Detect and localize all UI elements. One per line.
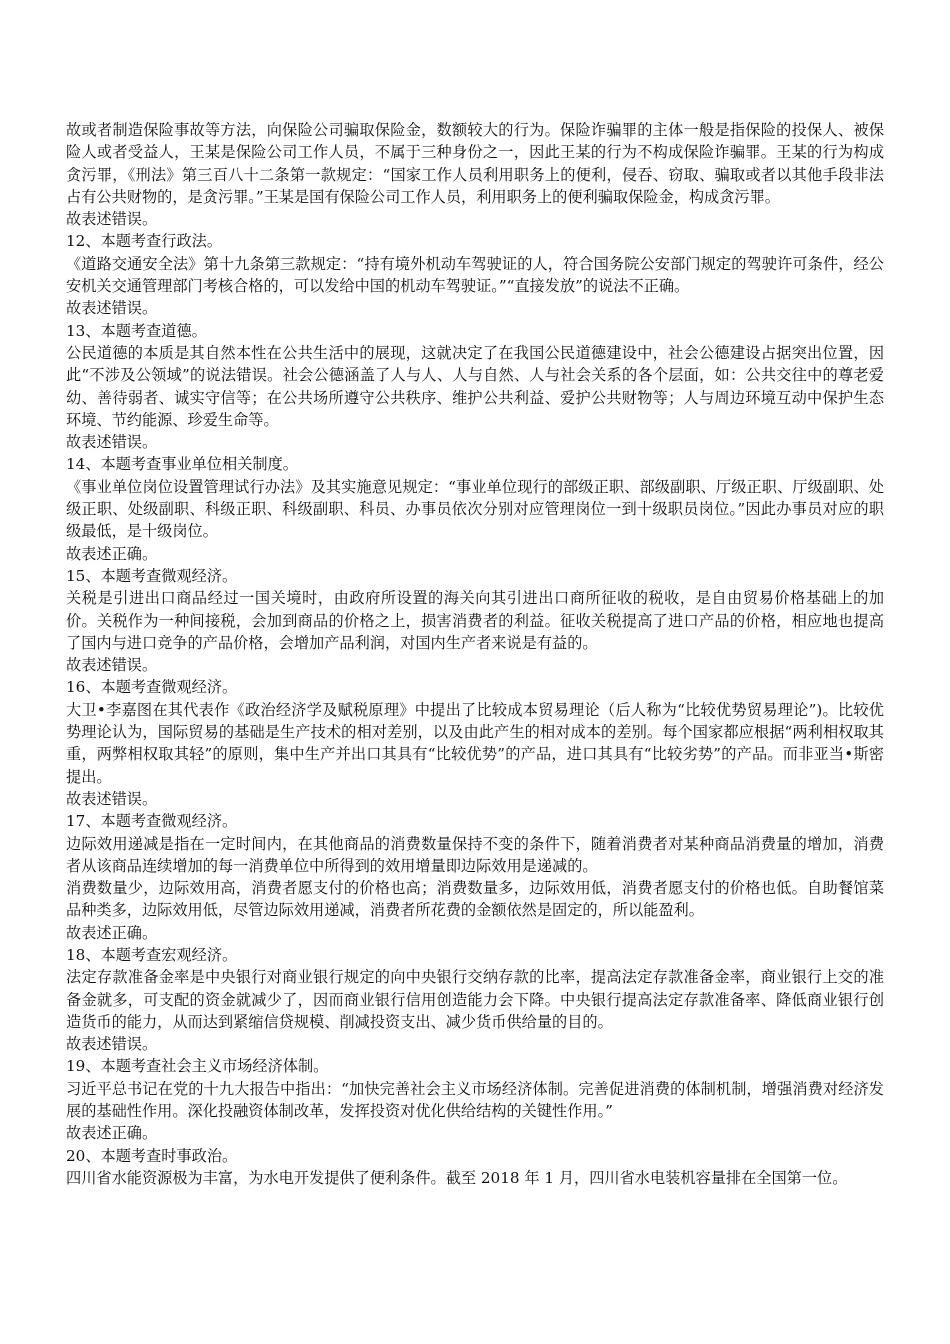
paragraph: 故或者制造保险事故等方法，向保险公司骗取保险金，数额较大的行为。保险诈骗罪的主体一般是指保险的投保人、被保险人或者受益人，王某是保险公司工作人员，不属于三种身份之一，因此王某的行为不构成保险诈骗罪。王某的行为构成贪污罪，《刑法》第三百八十二条第一款规定：“国家工作人员利用职务上的便利，侵吞、窃取、骗取或者以其他手段非法占有公共财物的，是贪污罪。”王某是国有保险公司工作人员，利用职务上的便利骗取保险金，构成贪污罪。 bbox=[66, 121, 884, 206]
answer-section-13 bbox=[66, 320, 884, 454]
paragraph: 公民道德的本质是其自然本性在公共生活中的展现，这就决定了在我国公民道德建设中，社会公德建设占据突出位置，因此“不涉及公领域”的说法错误。社会公德涵盖了人与人、人与自然、人与社会关系的各个层面，如：公共交往中的尊老爱幼、善待弱者、诚实守信等；在公共场所遵守公共秩序、维护公共利益、爱护公共财物等；人与周边环境互动中保护生态环境、节约能源、珍爱生命等。 bbox=[66, 343, 884, 429]
paragraph: 习近平总书记在党的十九大报告中指出：“加快完善社会主义市场经济体制。完善促进消费的体制机制，增强消费对经济发展的基础性作用。深化投融资体制改革，发挥投资对优化供给结构的关键性作用。” bbox=[66, 1079, 884, 1121]
conclusion: 故表述正确。 bbox=[66, 923, 158, 942]
paragraph: 《事业单位岗位设置管理试行办法》及其实施意见规定：“事业单位现行的部级正职、部级副职、厅级正职、厅级副职、处级正职、处级副职、科级正职、科级副职、科员、办事员依次分别对应管理岗位一到十级职员岗位。”因此办事员对应的职级最低，是十级岗位。 bbox=[66, 477, 884, 541]
conclusion: 故表述正确。 bbox=[66, 544, 158, 563]
answer-section-14 bbox=[66, 453, 884, 564]
section-heading: 12、本题考查行政法。 bbox=[66, 232, 223, 251]
paragraph: 四川省水能资源极为丰富，为水电开发提供了便利条件。截至 2018 年 1 月，四川省水电装机容量排在全国第一位。 bbox=[66, 1168, 848, 1187]
intro-section bbox=[66, 119, 884, 230]
conclusion: 故表述正确。 bbox=[66, 1124, 158, 1143]
conclusion: 故表述错误。 bbox=[66, 433, 158, 452]
section-heading: 19、本题考查社会主义市场经济体制。 bbox=[66, 1057, 329, 1076]
section-heading: 13、本题考查道德。 bbox=[66, 321, 207, 340]
answer-section-15 bbox=[66, 565, 884, 676]
section-heading: 14、本题考查事业单位相关制度。 bbox=[66, 455, 298, 474]
paragraph: 法定存款准备金率是中央银行对商业银行规定的向中央银行交纳存款的比率，提高法定存款准备金率，商业银行上交的准备金就多，可支配的资金就减少了，因而商业银行信用创造能力会下降。中央银行提高法定存款准备率、降低商业银行创造货币的能力，从而达到紧缩信贷规模、削减投资支出、减少货币供给量的目的。 bbox=[66, 968, 884, 1031]
section-heading: 20、本题考查时事政治。 bbox=[66, 1146, 238, 1165]
conclusion: 故表述错误。 bbox=[66, 789, 158, 808]
conclusion: 故表述错误。 bbox=[66, 210, 158, 229]
paragraph: 《道路交通安全法》第十九条第三款规定：“持有境外机动车驾驶证的人，符合国务院公安部门规定的驾驶许可条件，经公安机关交通管理部门考核合格的，可以发给中国的机动车驾驶证。”“直接发放”的说法不正确。 bbox=[66, 254, 884, 296]
answer-section-12 bbox=[66, 230, 884, 319]
answer-section-16 bbox=[66, 676, 884, 810]
conclusion: 故表述错误。 bbox=[66, 656, 158, 675]
section-heading: 16、本题考查微观经济。 bbox=[66, 678, 238, 697]
answer-section-19 bbox=[66, 1055, 884, 1144]
conclusion: 故表述错误。 bbox=[66, 1035, 158, 1054]
section-heading: 15、本题考查微观经济。 bbox=[66, 566, 238, 585]
section-heading: 18、本题考查宏观经济。 bbox=[66, 945, 238, 964]
section-heading: 17、本题考查微观经济。 bbox=[66, 812, 238, 831]
paragraph: 边际效用递减是指在一定时间内，在其他商品的消费数量保持不变的条件下，随着消费者对某种商品消费量的增加，消费者从该商品连续增加的每一消费单位中所得到的效用增量即边际效用是递减的。 bbox=[66, 834, 884, 875]
paragraph: 关税是引进出口商品经过一国关境时，由政府所设置的海关向其引进出口商所征收的税收，是自由贸易价格基础上的加价。关税作为一种间接税，会加到商品的价格之上，损害消费者的利益。征收关税提高了进口产品的价格，相应地也提高了国内与进口竞争的产品价格，会增加产品利润，对国内生产者来说是有益的。 bbox=[66, 589, 884, 652]
answer-section-20 bbox=[66, 1145, 884, 1190]
document-page bbox=[66, 119, 884, 1189]
paragraph: 消费数量少，边际效用高，消费者愿支付的价格也高；消费数量多，边际效用低，消费者愿支付的价格也低。自助餐馆菜品种类多，边际效用低，尽管边际效用递减，消费者所花费的金额依然是固定的，所以能盈利。 bbox=[66, 879, 884, 920]
answer-section-17 bbox=[66, 810, 884, 944]
conclusion: 故表述错误。 bbox=[66, 299, 158, 318]
answer-section-18 bbox=[66, 944, 884, 1055]
paragraph: 大卫•李嘉图在其代表作《政治经济学及赋税原理》中提出了比较成本贸易理论（后人称为“比较优势贸易理论”)。比较优势理论认为，国际贸易的基础是生产技术的相对差别，以及由此产生的相对成本的差别。每个国家都应根据“两利相权取其重，两弊相权取其轻”的原则，集中生产并出口其具有“比较优势”的产品，进口其具有“比较劣势”的产品。而非亚当•斯密提出。 bbox=[66, 700, 884, 786]
